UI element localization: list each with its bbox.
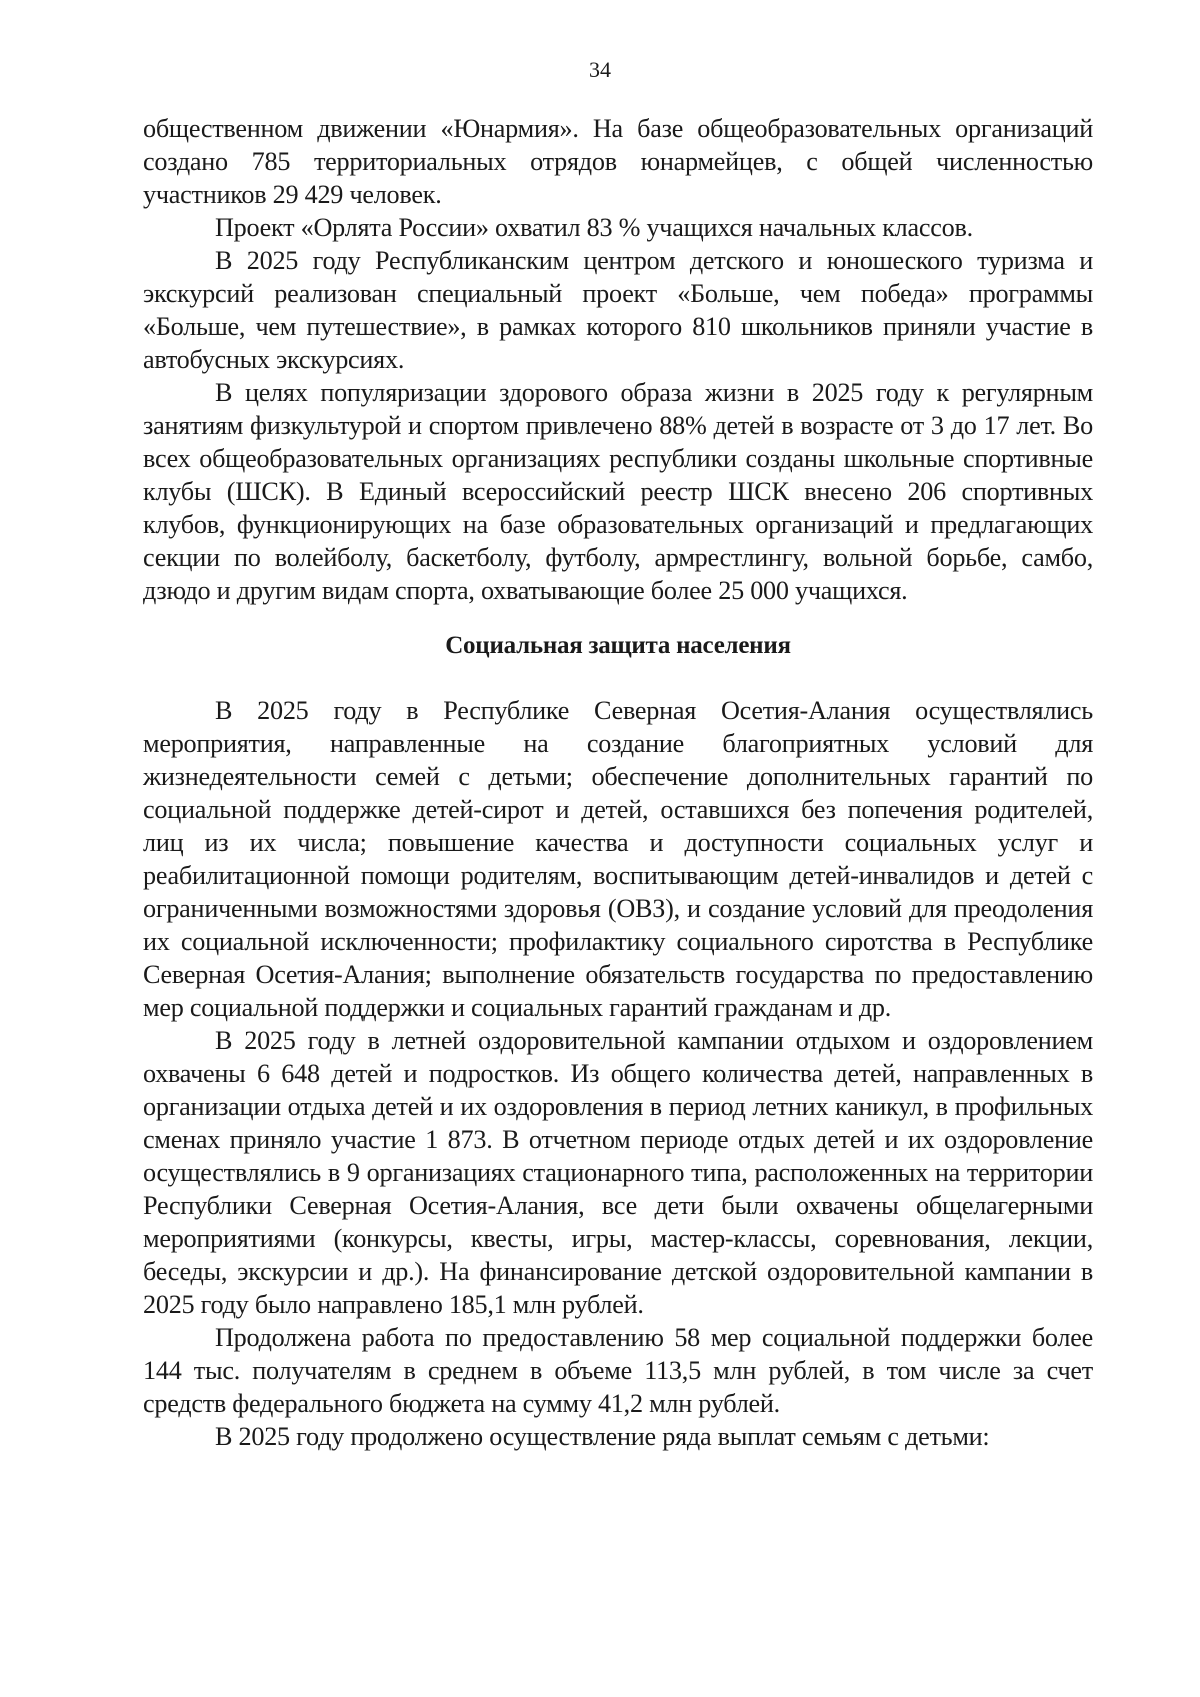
- paragraph-summer-campaign: В 2025 году в летней оздоровительной кампании отдыхом и оздоровлением охвачены 6 648 детей и подростков. Из общего количества детей, направленных в организации отдыха детей и их оздоровления в период летних каникул, в профильных сменах приняло участие 1 873. В отчетном периоде отдых детей и их оздоровление осуществлялись в 9 организациях стационарного типа, расположенных на территории Республики Северная Осетия-Алания, все дети были охвачены общелагерными мероприятиями (конкурсы, квесты, игры, мастер-классы, соревнования, лекции, беседы, экскурсии и др.). На финансирование детской оздоровительной кампании в 2025 году было направлено 185,1 млн рублей.: [143, 1026, 1093, 1319]
- paragraph-social-measures: В 2025 году в Республике Северная Осетия-Алания осуществлялись мероприятия, направленные на создание благоприятных условий для жизнедеятельности семей с детьми; обеспечение дополнительных гарантий по социальной поддержке детей-сирот и детей, оставшихся без попечения родителей, лиц из их числа; повышение качества и доступности социальных услуг и реабилитационной помощи родителям, воспитывающим детей-инвалидов и детей с ограниченными возможностями здоровья (ОВЗ), и создание условий для преодоления их социальной исключенности; профилактику социального сиротства в Республике Северная Осетия-Алания; выполнение обязательств государства по предоставлению мер социальной поддержки и социальных гарантий гражданам и др.: [143, 696, 1093, 1022]
- document-body: [143, 112, 1093, 1453]
- page-number: 34: [589, 57, 611, 82]
- paragraph-orlyata: Проект «Орлята России» охватил 83 % учащихся начальных классов.: [215, 213, 973, 242]
- paragraph-family-payments: В 2025 году продолжено осуществление ряда выплат семьям с детьми:: [215, 1422, 990, 1451]
- section-heading: Социальная защита населения: [445, 632, 791, 659]
- paragraph-tourism: В 2025 году Республиканским центром детского и юношеского туризма и экскурсий реализован специальный проект «Больше, чем победа» программы «Больше, чем путешествие», в рамках которого 810 школьников приняли участие в автобусных экскурсиях.: [143, 246, 1093, 374]
- paragraph-yunarmiya: общественном движении «Юнармия». На базе общеобразовательных организаций создано 785 территориальных отрядов юнармейцев, с общей численностью участников 29 429 человек.: [143, 114, 1093, 209]
- paragraph-sport: В целях популяризации здорового образа жизни в 2025 году к регулярным занятиям физкультурой и спортом привлечено 88% детей в возрасте от 3 до 17 лет. Во всех общеобразовательных организациях республики созданы школьные спортивные клубы (ШСК). В Единый всероссийский реестр ШСК внесено 206 спортивных клубов, функционирующих на базе образовательных организаций и предлагающих секции по волейболу, баскетболу, футболу, армрестлингу, вольной борьбе, самбо, дзюдо и другим видам спорта, охватывающие более 25 000 учащихся.: [143, 378, 1093, 605]
- paragraph-support-measures: Продолжена работа по предоставлению 58 мер социальной поддержки более 144 тыс. получателям в среднем в объеме 113,5 млн рублей, в том числе за счет средств федерального бюджета на сумму 41,2 млн рублей.: [143, 1323, 1093, 1418]
